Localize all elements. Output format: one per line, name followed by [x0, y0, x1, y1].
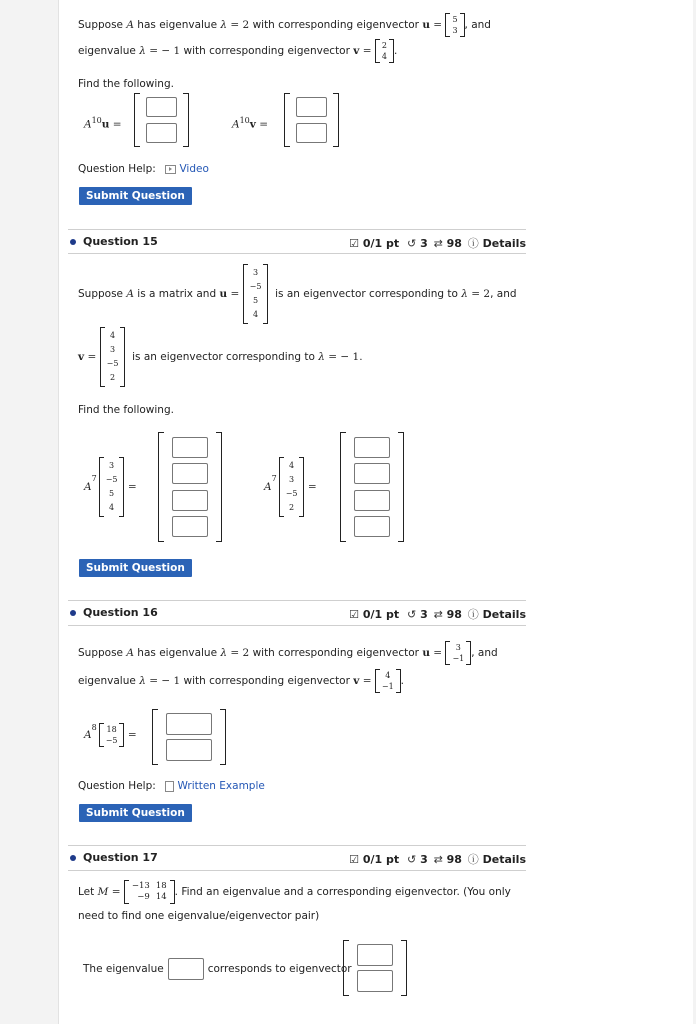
- q15-find-label: Find the following.: [78, 404, 174, 416]
- q16-meta: ☑ 0/1 pt ↺ 3 ⇄ 98 ⓘ Details: [349, 608, 526, 621]
- video-icon: [165, 165, 176, 174]
- q15-v-answer-2[interactable]: [354, 463, 390, 484]
- document-icon: [165, 781, 174, 792]
- video-link[interactable]: Video: [179, 163, 209, 175]
- divider: [68, 870, 526, 871]
- q15-expr-u: A $^7$ 3 −5 5 4 =: [84, 456, 137, 518]
- q14-question-help: Question Help: Video: [78, 163, 209, 175]
- q17-eigenvector-matrix: [343, 940, 407, 996]
- q14-answer-matrix-v: [284, 93, 339, 147]
- q15-answer-matrix-u: [158, 432, 222, 542]
- q15-meta: ☑ 0/1 pt ↺ 3 ⇄ 98 ⓘ Details: [349, 237, 526, 250]
- q15-u-answer-4[interactable]: [172, 516, 208, 537]
- q14-expr-u: $A^{10}u$ =: [84, 116, 122, 131]
- q15-u-answer-2[interactable]: [172, 463, 208, 484]
- q14-submit-button[interactable]: Submit Question: [79, 187, 192, 205]
- q15-details-link[interactable]: Details: [482, 237, 526, 250]
- divider: [68, 625, 526, 626]
- bullet-icon: [70, 239, 76, 245]
- q16-submit-button[interactable]: Submit Question: [79, 804, 192, 822]
- q15-u-answer-1[interactable]: [172, 437, 208, 458]
- q14-v-answer-1[interactable]: [296, 97, 327, 117]
- q15-v-answer-4[interactable]: [354, 516, 390, 537]
- attempts-icon: ⇄: [433, 237, 443, 250]
- q15-v-answer-3[interactable]: [354, 490, 390, 511]
- score-icon: ☑: [349, 608, 360, 621]
- q16-question-help: Question Help: Written Example: [78, 780, 265, 792]
- q15-expr-v: A $^7$ 4 3 −5 2 =: [264, 456, 317, 518]
- q16-line1: Suppose A has eigenvalue λ = 2 with corresponding eigenvector u = 3 −1 , and: [78, 643, 498, 663]
- q17-matrix-M: −13 18 −9 14: [124, 880, 175, 904]
- retry-icon: ↺: [407, 853, 417, 866]
- score-icon: ☑: [349, 853, 360, 866]
- q17-line2: need to find one eigenvalue/eigenvector pair): [78, 910, 320, 922]
- q14-v-vector: 2 4: [375, 39, 394, 63]
- q14-find-label: Find the following.: [78, 78, 174, 90]
- q16-v-vector: 4 −1: [375, 669, 401, 693]
- q15-line2: v = 4 3 −5 2 is an eigenvector corresponding to λ = − 1.: [78, 328, 363, 386]
- q15-submit-button[interactable]: Submit Question: [79, 559, 192, 577]
- divider: [68, 600, 526, 601]
- q15-u-answer-3[interactable]: [172, 490, 208, 511]
- attempts-icon: ⇄: [433, 853, 443, 866]
- retry-icon: ↺: [407, 608, 417, 621]
- info-icon: ⓘ: [467, 608, 479, 621]
- q16-line2: eigenvalue λ = − 1 with corresponding eigenvector v = 4 −1 .: [78, 671, 405, 691]
- q15-title: Question 15: [70, 235, 158, 248]
- q17-details-link[interactable]: Details: [482, 853, 526, 866]
- q16-answer-1[interactable]: [166, 713, 212, 735]
- q17-eigenvector-answer-2[interactable]: [357, 970, 393, 992]
- divider: [68, 229, 526, 230]
- written-example-link[interactable]: Written Example: [177, 780, 265, 792]
- q14-u-answer-1[interactable]: [146, 97, 177, 117]
- q14-u-vector: 5 3: [445, 13, 464, 37]
- q17-line1: Let M = −13 18 −9 14 . Find an eigenvalue and a corresponding eigenvector. (You only: [78, 881, 511, 902]
- q16-expr: A $^8$ 18 −5 =: [84, 723, 137, 745]
- bullet-icon: [70, 855, 76, 861]
- divider: [68, 253, 526, 254]
- attempts-icon: ⇄: [433, 608, 443, 621]
- q17-eigenvector-answer-1[interactable]: [357, 944, 393, 966]
- q14-u-answer-2[interactable]: [146, 123, 177, 143]
- q15-u-vector: 3 −5 5 4: [243, 264, 269, 324]
- q14-answer-matrix-u: [134, 93, 189, 147]
- q14-expr-v: $A^{10}v$ =: [232, 116, 269, 131]
- bullet-icon: [70, 610, 76, 616]
- q14-line1: Suppose A has eigenvalue λ = 2 with corresponding eigenvector u = 5 3 , and: [78, 15, 491, 35]
- q16-answer-matrix: [152, 709, 226, 765]
- info-icon: ⓘ: [467, 237, 479, 250]
- q16-details-link[interactable]: Details: [482, 608, 526, 621]
- q15-v-answer-1[interactable]: [354, 437, 390, 458]
- q17-eigenvalue-input[interactable]: [168, 958, 204, 980]
- q16-title: Question 16: [70, 606, 158, 619]
- q15-line1: Suppose A is a matrix and u = 3 −5 5 4 is an eigenvector corresponding to λ = 2 , and: [78, 265, 517, 323]
- q17-meta: ☑ 0/1 pt ↺ 3 ⇄ 98 ⓘ Details: [349, 853, 526, 866]
- q14-line2: eigenvalue λ = − 1 with corresponding eigenvector v = 2 4 .: [78, 41, 398, 61]
- q14-v-answer-2[interactable]: [296, 123, 327, 143]
- q17-answer-row: The eigenvalue corresponds to eigenvector: [83, 958, 352, 980]
- score-icon: ☑: [349, 237, 360, 250]
- retry-icon: ↺: [407, 237, 417, 250]
- q15-v-vector: 4 3 −5 2: [100, 327, 126, 387]
- q17-title: Question 17: [70, 851, 158, 864]
- q16-u-vector: 3 −1: [445, 641, 471, 665]
- q15-answer-matrix-v: [340, 432, 404, 542]
- q16-answer-2[interactable]: [166, 739, 212, 761]
- info-icon: ⓘ: [467, 853, 479, 866]
- divider: [68, 845, 526, 846]
